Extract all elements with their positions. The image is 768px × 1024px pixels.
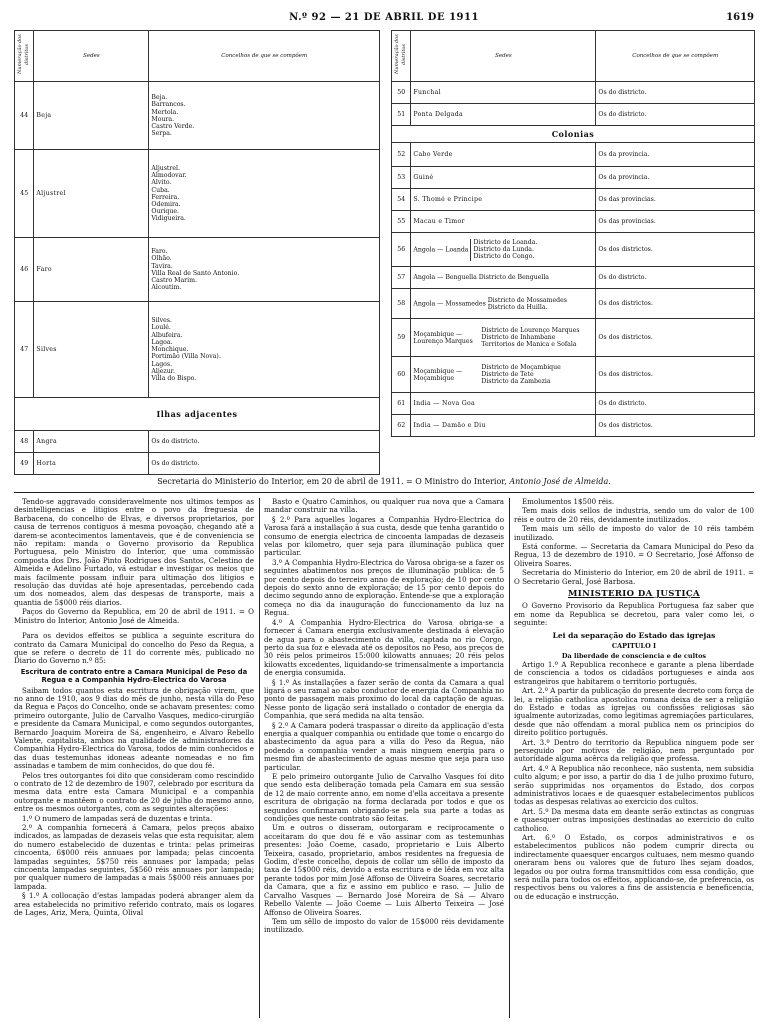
table-row: 45 Aljustrel Aljustrel. Almodovar. Alvito. Cuba. Ferreira. Odemira. Ourique. Vidigueira. <box>15 150 380 238</box>
divider <box>104 628 164 629</box>
table-row: 53 Guiné Os da provincia. <box>392 167 755 189</box>
table-row: 48 Angra Os do districto. <box>15 431 380 453</box>
districts-table-right: Numeração dos distritos Sedes Concelhos de que se compõem 50 Funchal Os do districto. 51 Ponta Delgada Os do districto. Colonias 52 Cabo Verde Os da provincia. 53 Guiné Os da provincia. 54 S. Thomé e Principe Os das provincias. 55 Macau e Timor Os das provincias. 56 Angola — Loanda Districto de Loanda. Districto da Lunda. Districto do Congo. Os dos districtos. 57 Angola — Benguella Districto de Benguella Os do districto. 58 Angola — Mossamedes Districto de Mossamedes Districto da Huilla. Os dos districtos. 59 Moçambique — Lourenço Marques Districto de Lourenço Marques Districto de Inhambane Territorios de Manica e Sofala Os dos districtos. 60 Moçambique — Moçambique Districto de Moçambique Districto de Tete Districto da Zambezia Os dos districtos. 61 India — Nova Goa Os do districto. 62 India — Damão e Diu Os dos districtos. <box>391 30 755 437</box>
col-conc-header: Concelhos de que se compõem <box>149 31 380 82</box>
table-row: 47 Silves Silves. Loulé. Albufeira. Lagoa. Monchique. Portimão (Villa Nova). Lagos. Aljezur. Villa do Bispo. <box>15 302 380 398</box>
table-row: 60 Moçambique — Moçambique Districto de Moçambique Districto de Tete Districto da Zambezia Os dos districtos. <box>392 357 755 393</box>
table-row: 52 Cabo Verde Os da provincia. <box>392 143 755 167</box>
chapter-heading: CAPITULO I <box>611 642 657 651</box>
law-title: Lei da separação do Estado das igrejas <box>552 630 716 640</box>
table-footer: Secretaria do Ministerio do Interior, em 20 de abril de 1911. = O Ministro do Interior, Antonio José de Almeida. <box>157 477 611 486</box>
text-column-3: Emolumentos 1$500 réis. Tem mais dois sellos de industria, sendo um do valor de 100 réis e outro de 20 réis, devidamente inutilizados. Tem mais um sêllo de imposto do valor de 10 réis também inutilizado. Está conforme. — Secretaria da Camara Municipal do Peso da Regua, 13 de dezembro de 1910. = O Secretario, José Affonso de Oliveira Soares. Secretaria do Ministerio do Interior, em 20 de abril de 1911. = O Secretario Geral, José Barbosa. MINISTERIO DA JUSTIÇA O Governo Provisorio da Republica Portuguesa faz saber que em nome da Republica se decretou, para valer como lei, o seguinte: Lei da separação do Estado das igrejas CAPITULO I Da liberdade de consciencia e de cultos Artigo 1.º A Republica reconhece e garante a plena liberdade de consciencia a todos os cidadãos portugueses e ainda aos estrangeiros que habitarem o territorio português. Art. 2.º A partir da publicação do presente decreto com força de lei, a religião catholica apostolica romana deixa de ser a religião do Estado e todas as igrejas ou confissões religiosas são igualmente autorizadas, como legitimas agremiações particulares, desde que não offendam a moral publica nem os principios do direito politico português. Art. 3.º Dentro do territorio da Republica ninguem pode ser perseguido por motivos de religião, nem perguntado por autoridade alguma acêrca da religião que professa. Art. 4.º A Republica não reconhece, não sustenta, nem subsidia culto algum; e por isso, a partir do dia 1 de julho proximo futuro, serão supprimidas nos orçamentos do Estado, dos corpos administrativos locaes e de quaesquer estabelecimentos publicos todas as despesas relativas ao exercicio dos cultos. Art. 5.º Da mesma data em deante serão extinctas as congruas e quaesquer outras imposições destinadas ao exercicio do culto catholico. Art. 6.º O Estado, os corpos administrativos e os estabelecimentos publicos não podem cumprir directa ou indirectamente quaesquer encargos cultuaes, nem mesmo quando oneraram bens ou valores que de futuro lhes sejam doados, legados ou por outra forma transmittidos com essa condição, que será nulla para todos os effeitos, applicando-se, de preferencia, os respectivos bens ou valores a fins de assistencia e beneficencia, ou de educação e instrucção. <box>514 497 754 901</box>
table-row: 46 Faro Faro. Olhão. Tavira. Villa Real de Santo Antonio. Castro Marim. Alcoutim. <box>15 238 380 302</box>
table-row: 61 India — Nova Goa Os do districto. <box>392 393 755 415</box>
divider <box>14 492 754 493</box>
chapter-subtitle: Da liberdade de consciencia e de cultos <box>561 651 707 660</box>
col-sede-header: Sedes <box>34 31 149 82</box>
ministry-heading: MINISTERIO DA JUSTIÇA <box>567 589 701 600</box>
table-row: 59 Moçambique — Lourenço Marques Districto de Lourenço Marques Districto de Inhambane Territorios de Manica e Sofala Os dos districtos. <box>392 319 755 357</box>
table-row: 50 Funchal Os do districto. <box>392 82 755 104</box>
section-heading: Ilhas adjacentes <box>15 398 380 431</box>
section-heading: Colonias <box>392 126 755 143</box>
table-row: 44 Beja Beja. Barrancos. Mertola. Moura. Castro Verde. Serpa. <box>15 82 380 150</box>
table-row: 62 India — Damão e Diu Os dos districtos. <box>392 415 755 437</box>
table-row: 51 Ponta Delgada Os do districto. <box>392 104 755 126</box>
districts-table-left <box>14 30 380 475</box>
issue-title: N.º 92 — 21 DE ABRIL DE 1911 <box>289 12 479 23</box>
col-num-header: Numeração dos distritos <box>17 34 31 75</box>
text-column-1: Tendo-se aggravado consideravelmente nos ultimos tempos as desintelligencias e litigios entre o povo da freguesia de Barbacena, do concelho de Elvas, e diversos proprietarios, por causa de terrenos contiguos á mesma povoação, chegando até a darem-se acontecimentos lamentaveis, que é de conveniencia se não repitam: manda o Governo provisorio da Republica Portuguesa, pelo Ministro do Interior, que uma commissão composta dos Drs. João Pinto Rodrigues dos Santos, Celestino de Almeida e Adelino Furtado, vá estudar e investigar os meios que mais facilmente possam influir para ultimação dos litigios e resolução das duvidas até hoje apresentadas, percebendo cada um dos nomeados, alem das despesas de transporte, mais a quantia de 5$000 réis diarios. Paços do Governo da Republica, em 20 de abril de 1911. = O Ministro do Interior, Antonio José de Almeida. Para os devidos effeitos se publica a seguinte escritura do contrato da Camara Municipal do concelho do Peso da Regua, a que se refere o decreto de 11 do corrente mês, publicado no Diario do Governo n.º 85: Escritura de contrato entre a Camara Municipal de Peso da Regua e a Companhia Hydro-Electrica do Varosa Saibam todos quantos esta escritura de obrigação virem, que no anno de 1910, aos 9 dias do mês de junho, nesta villa do Peso da Regua e Paços do Concelho, onde se achavam presentes: como primeiro outorgante, Julio de Carvalho Vasques, medico-cirurgião e presidente da Camara Municipal, e como segundos outorgantes, Bernardo Joaquim Moreira de Sá, engenheiro, e Alvaro Rebello Valente, capitalista, ambos na qualidade de administradores da Companhia Hydro-Electrica do Varosa, todos de mim conhecidos e das duas testemunhas idoneas adeante nomeadas e no fim assinadas e tambem de mim conhecidos, do que dou fé. Pelos tres outorgantes foi dito que consideram como rescindido o contrato de 12 de dezembro de 1907, celebrado por escritura da mesma data entre esta Camara Municipal e a companhia outorgante e mantêem o contrato de 20 de julho do mesmo anno, entre os mesmos outorgantes, com as seguintes alterações: 1.º O numero de lampadas será de duzentas e trinta. 2.º A companhia fornecerá á Camara, pelos preços abaixo indicados, as lampadas de dezaseis velas que esta requisitar, alem do numero estabelecido de duzentas e trinta: pelas primeiras cincoenta, 6$000 réis annuaes por lampada; pelas cincoenta lampadas seguintes, 5$750 réis annuaes por lampada; pelas cincoenta lampadas seguintes, 5$560 réis annuaes por lampada; por qualquer numero de lampadas a mais 5$000 réis annuaes por lampada. § 1.º A collocação d'estas lampadas poderá abranger alem da area estabelecida no primitivo referido contrato, mais os logares de Lages, Ariz, Mera, Quinta, Olival <box>14 497 254 918</box>
table-row: 54 S. Thomé e Principe Os das provincias. <box>392 189 755 211</box>
table-row: 56 Angola — Loanda Districto de Loanda. Districto da Lunda. Districto do Congo. Os dos districtos. <box>392 233 755 267</box>
page-header <box>0 12 768 28</box>
table-row: 55 Macau e Timor Os das provincias. <box>392 211 755 233</box>
page-number: 1619 <box>726 12 754 23</box>
table-row: 58 Angola — Mossamedes Districto de Mossamedes Districto da Huilla. Os dos districtos. <box>392 289 755 319</box>
text-column-2: Basto e Quatro Caminhos, ou qualquer rua nova que a Camara mandar construir na villa. § 2.º Para aquelles logares a Companhia Hydro-Electrica do Varosa fará a installação á sua custa, desde que tenha garantido o consumo de energia electrica de cincoenta lampadas de dezaseis velas por kilometro, quer seja para illuminação publica quer particular. 3.º A Companhia Hydro-Electrica do Varosa obriga-se a fazer os seguintes abatimentos nos preços de illuminação publica: de 5 por cento depois do terceiro anno de exploração; de 10 por cento depois do sexto anno de exploração; de 15 por cento depois do decimo segundo anno de exploração. Entende-se que a exploração começa no dia da inauguração do funccionamento da luz na Regua. 4.º A Companhia Hydro-Electrica do Varosa obriga-se a fornecer á Camara energia exclusivamente destinada á elevação de agua para o abastecimento da villa, captada no rio Corgo, perto da sua foz e elevada até os depositos no Peso, aos preços de 30 réis pelos primeiros 15:000 kilowatts annuaes; 20 réis pelos kilowatts excedentes, liquidando-se trimensalmente a importancia de energia consumida. § 1.º As installações a fazer serão de conta da Camara a qual ligará o seu ramal ao cabo conductor de energia da Companhia no ponto de passagem mais proximo do local da captação de aguas. Nesse ponto de ligação será installado o contador de energia da Companhia, que será medida na alta tensão. § 2.º A Camara poderá traspassar o direito da applicação d'esta energia a qualquer companhia ou entidade que tome o encargo do abastecimento da agua para a villa do Peso da Regua, não podendo a companhia vender a mais ninguem energia para o mesmo fim de abastecimento de aguas mesmo que seja para uso particular. E pelo primeiro outorgante Julio de Carvalho Vasques foi dito que sendo esta deliberação tomada pela Camara em sua sessão de 12 de maio corrente anno, em nome d'ella acceitava a presente escritura de obrigação na forma declarada por todos e que os segundos confirmaram obrigando-se pela sua parte a todas as condições que neste contrato são feitas. Um e outros o disseram, outorgaram e reciprocamente o acceitaram do que dou fé e vão assinar com as testemunhas presentes: João Coeme, casado, proprietario e Luis Alberto Teixeira, casado, proprietario, ambos residentes na freguesia de Godim, d'este concelho, depois de collar um sêllo de imposto da taxa de 15$000 réis, devido a esta escritura e de lêda em voz alta perante todos por mim José Affonso de Oliveira Soares, secretario da Camara, que a fiz e assino em publico e raso. — Julio de Carvalho Vasques — Bernardo José Moreira de Sá — Alvaro Rebello Valente — João Coeme — Luis Alberto Teixeira — José Affonso de Oliveira Soares. Tem um sêllo de imposto do valor de 15$000 réis devidamente inutilizado. <box>264 497 504 935</box>
column-divider <box>259 498 260 1018</box>
table-row: 57 Angola — Benguella Districto de Benguella Os do districto. <box>392 267 755 289</box>
table-row: 49 Horta Os do districto. <box>15 453 380 475</box>
deed-heading: Escritura de contrato entre a Camara Municipal de Peso da Regua e a Companhia Hydro-Electrica do Varosa <box>20 667 248 685</box>
column-divider <box>509 498 510 1018</box>
